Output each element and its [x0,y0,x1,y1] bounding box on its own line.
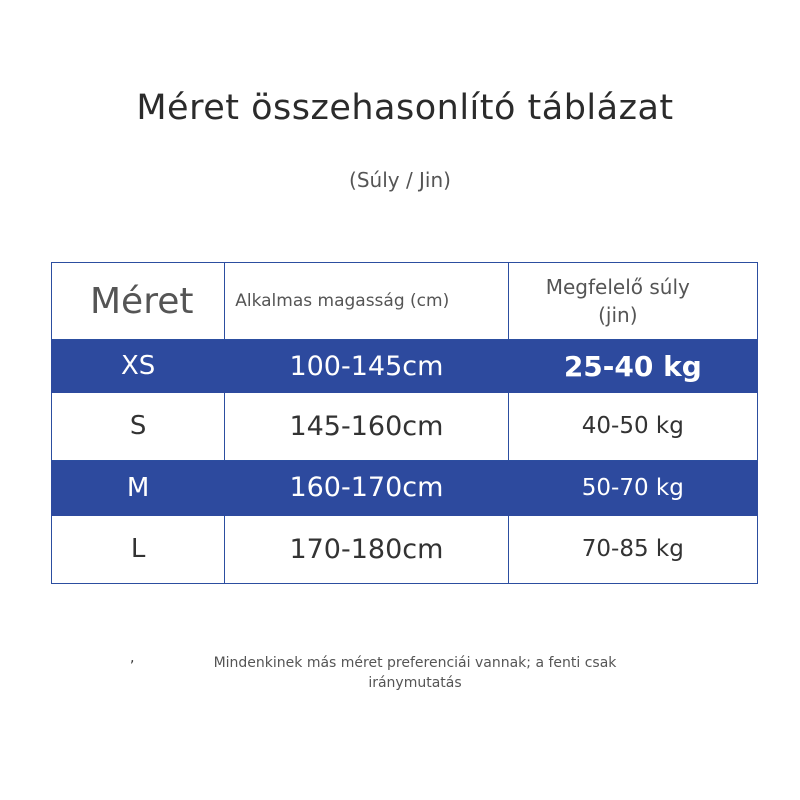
size-comparison-table [51,262,758,584]
table-header-row [52,263,758,340]
note-line-1: Mindenkinek más méret preferenciái vannak; a fenti csak [213,655,617,671]
note-mark: , [130,650,135,666]
header-weight-line2: (jin) [598,303,638,328]
weight-cell-s: 40-50 kg [508,393,757,460]
header-height-cell [225,263,508,340]
table-row [52,393,758,460]
note-line-2: iránymutatás [368,675,462,691]
weight-cell-l: 70-85 kg [508,515,757,583]
weight-cell-m: 50-70 kg [508,460,757,515]
weight-cell-xs: 25-40 kg [508,340,757,393]
header-weight-cell [508,263,757,340]
table-row [52,515,758,583]
size-cell-l: L [52,515,225,583]
size-cell-s: S [52,393,225,460]
height-cell-xs: 100-145cm [225,340,508,393]
page-title: Méret összehasonlító táblázat [136,88,674,128]
header-height: Alkalmas magasság (cm) [235,291,450,312]
height-cell-m: 160-170cm [225,460,508,515]
header-weight-line1: Megfelelő súly [545,275,690,300]
size-cell-xs: XS [52,340,225,393]
header-size: Méret [90,280,194,322]
table-row [52,460,758,515]
table-row [52,340,758,393]
size-cell-m: M [52,460,225,515]
size-guidance-note [140,653,690,693]
height-cell-l: 170-180cm [225,515,508,583]
page-subtitle: (Súly / Jin) [349,168,451,192]
height-cell-s: 145-160cm [225,393,508,460]
header-size-cell [52,263,225,340]
